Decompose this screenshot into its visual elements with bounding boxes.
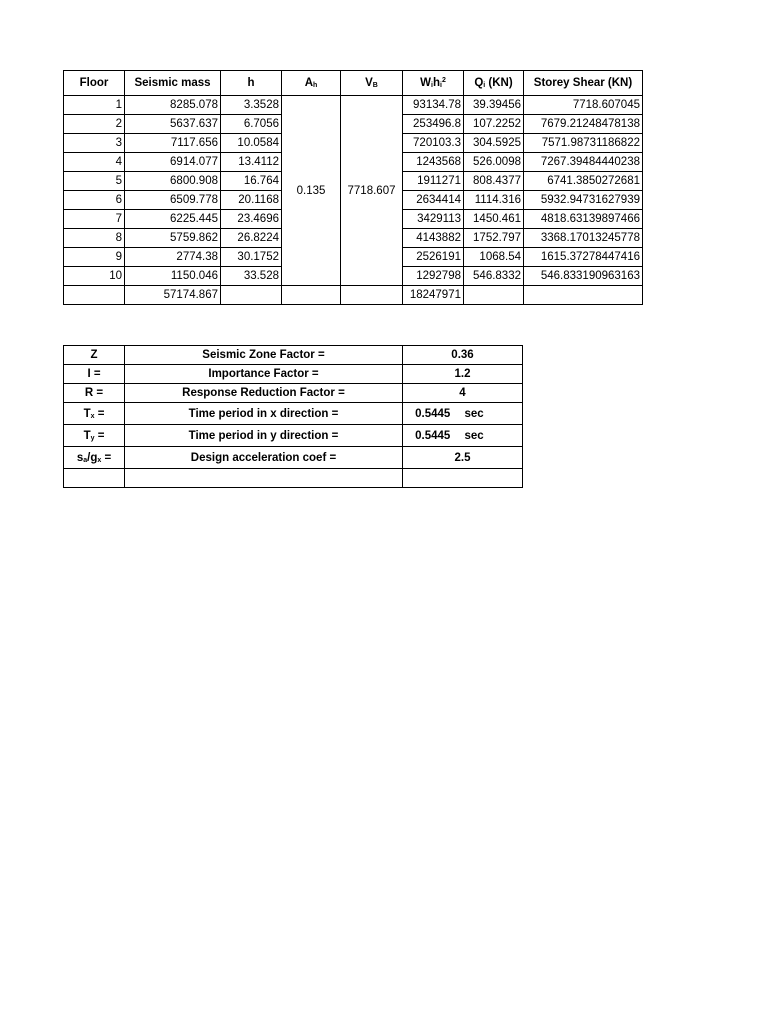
totals-vb-cell bbox=[341, 286, 403, 305]
factor-value-cell: 1.2 bbox=[403, 365, 523, 384]
wihi2-cell: 3429113 bbox=[403, 210, 464, 229]
header-h: h bbox=[221, 71, 282, 96]
factor-row bbox=[64, 384, 523, 403]
factor-row bbox=[64, 425, 523, 447]
seismic-mass-cell: 6914.077 bbox=[125, 153, 221, 172]
header-vb: $V_B$ bbox=[341, 71, 403, 96]
seismic-load-table bbox=[63, 70, 643, 305]
height-cell: 3.3528 bbox=[221, 96, 282, 115]
qi-cell: 1114.316 bbox=[464, 191, 524, 210]
qi-cell: 39.39456 bbox=[464, 96, 524, 115]
factor-value-cell: 0.5445 bbox=[403, 403, 463, 425]
wihi2-cell: 253496.8 bbox=[403, 115, 464, 134]
factor-symbol-cell: Z bbox=[64, 346, 125, 365]
storey-shear-cell: 3368.17013245778 bbox=[524, 229, 643, 248]
floor-cell: 1 bbox=[64, 96, 125, 115]
empty-value-cell bbox=[403, 469, 523, 488]
height-cell: 20.1168 bbox=[221, 191, 282, 210]
qi-cell: 304.5925 bbox=[464, 134, 524, 153]
storey-shear-cell: 1615.37278447416 bbox=[524, 248, 643, 267]
qi-cell: 546.8332 bbox=[464, 267, 524, 286]
wihi2-cell: 1243568 bbox=[403, 153, 464, 172]
storey-shear-cell: 7679.21248478138 bbox=[524, 115, 643, 134]
height-cell: 30.1752 bbox=[221, 248, 282, 267]
qi-cell: 808.4377 bbox=[464, 172, 524, 191]
storey-shear-cell: 5932.94731627939 bbox=[524, 191, 643, 210]
header-row bbox=[64, 71, 643, 96]
factor-symbol-cell: R = bbox=[64, 384, 125, 403]
floor-cell: 3 bbox=[64, 134, 125, 153]
height-cell: 10.0584 bbox=[221, 134, 282, 153]
qi-cell: 526.0098 bbox=[464, 153, 524, 172]
seismic-factor-table bbox=[63, 345, 523, 488]
storey-shear-cell: 7718.607045 bbox=[524, 96, 643, 115]
factor-label-cell: Seismic Zone Factor = bbox=[125, 346, 403, 365]
factor-label-cell: Time period in y direction = bbox=[125, 425, 403, 447]
factor-symbol-cell: $T_x$ = bbox=[64, 403, 125, 425]
seismic-mass-cell: 5637.637 bbox=[125, 115, 221, 134]
factor-label-cell: Design acceleration coef = bbox=[125, 447, 403, 469]
factor-value-cell: 2.5 bbox=[403, 447, 523, 469]
total-wihi2-cell: 18247971 bbox=[403, 286, 464, 305]
wihi2-cell: 93134.78 bbox=[403, 96, 464, 115]
floor-cell: 6 bbox=[64, 191, 125, 210]
wihi2-cell: 4143882 bbox=[403, 229, 464, 248]
totals-h-cell bbox=[221, 286, 282, 305]
seismic-mass-cell: 7117.656 bbox=[125, 134, 221, 153]
totals-row bbox=[64, 286, 643, 305]
seismic-mass-cell: 6509.778 bbox=[125, 191, 221, 210]
factor-symbol-cell: I = bbox=[64, 365, 125, 384]
floor-cell: 2 bbox=[64, 115, 125, 134]
storey-shear-cell: 7571.98731186822 bbox=[524, 134, 643, 153]
vb-value-cell: 7718.607 bbox=[341, 96, 403, 286]
height-cell: 6.7056 bbox=[221, 115, 282, 134]
seismic-mass-cell: 6800.908 bbox=[125, 172, 221, 191]
floor-cell: 10 bbox=[64, 267, 125, 286]
wihi2-cell: 2526191 bbox=[403, 248, 464, 267]
height-cell: 13.4112 bbox=[221, 153, 282, 172]
table-row bbox=[64, 96, 643, 115]
floor-cell: 4 bbox=[64, 153, 125, 172]
storey-shear-cell: 7267.39484440238 bbox=[524, 153, 643, 172]
factor-row bbox=[64, 403, 523, 425]
storey-shear-cell: 6741.3850272681 bbox=[524, 172, 643, 191]
height-cell: 26.8224 bbox=[221, 229, 282, 248]
storey-shear-cell: 4818.63139897466 bbox=[524, 210, 643, 229]
floor-cell: 5 bbox=[64, 172, 125, 191]
seismic-mass-cell: 6225.445 bbox=[125, 210, 221, 229]
header-seismic-mass: Seismic mass bbox=[125, 71, 221, 96]
factor-row bbox=[64, 346, 523, 365]
factor-unit-cell: sec bbox=[463, 403, 523, 425]
wihi2-cell: 1911271 bbox=[403, 172, 464, 191]
factor-label-cell: Time period in x direction = bbox=[125, 403, 403, 425]
factor-label-cell: Importance Factor = bbox=[125, 365, 403, 384]
wihi2-cell: 2634414 bbox=[403, 191, 464, 210]
factor-symbol-cell: $T_y$ = bbox=[64, 425, 125, 447]
total-mass-cell: 57174.867 bbox=[125, 286, 221, 305]
factor-value-cell: 0.5445 bbox=[403, 425, 463, 447]
factor-row bbox=[64, 365, 523, 384]
wihi2-cell: 1292798 bbox=[403, 267, 464, 286]
height-cell: 16.764 bbox=[221, 172, 282, 191]
header-storey-shear: Storey Shear (KN) bbox=[524, 71, 643, 96]
height-cell: 33.528 bbox=[221, 267, 282, 286]
totals-ah-cell bbox=[282, 286, 341, 305]
empty-label-cell bbox=[125, 469, 403, 488]
empty-row bbox=[64, 469, 523, 488]
factor-label-cell: Response Reduction Factor = bbox=[125, 384, 403, 403]
floor-cell: 7 bbox=[64, 210, 125, 229]
empty-symbol-cell bbox=[64, 469, 125, 488]
factor-value-cell: 4 bbox=[403, 384, 523, 403]
header-qi: $Q_i$ (KN) bbox=[464, 71, 524, 96]
seismic-mass-cell: 2774.38 bbox=[125, 248, 221, 267]
factor-row bbox=[64, 447, 523, 469]
qi-cell: 1752.797 bbox=[464, 229, 524, 248]
floor-cell: 9 bbox=[64, 248, 125, 267]
seismic-mass-cell: 8285.078 bbox=[125, 96, 221, 115]
floor-cell: 8 bbox=[64, 229, 125, 248]
height-cell: 23.4696 bbox=[221, 210, 282, 229]
totals-floor-cell bbox=[64, 286, 125, 305]
header-ah: $A_h$ bbox=[282, 71, 341, 96]
header-wihi2: $W_ih_i^2$ bbox=[403, 71, 464, 96]
factor-symbol-cell: $s_a/g_x$ = bbox=[64, 447, 125, 469]
qi-cell: 1450.461 bbox=[464, 210, 524, 229]
totals-shear-cell bbox=[524, 286, 643, 305]
storey-shear-cell: 546.833190963163 bbox=[524, 267, 643, 286]
ah-value-cell: 0.135 bbox=[282, 96, 341, 286]
seismic-mass-cell: 5759.862 bbox=[125, 229, 221, 248]
qi-cell: 107.2252 bbox=[464, 115, 524, 134]
seismic-mass-cell: 1150.046 bbox=[125, 267, 221, 286]
factor-value-cell: 0.36 bbox=[403, 346, 523, 365]
totals-qi-cell bbox=[464, 286, 524, 305]
factor-unit-cell: sec bbox=[463, 425, 523, 447]
header-floor: Floor bbox=[64, 71, 125, 96]
wihi2-cell: 720103.3 bbox=[403, 134, 464, 153]
qi-cell: 1068.54 bbox=[464, 248, 524, 267]
